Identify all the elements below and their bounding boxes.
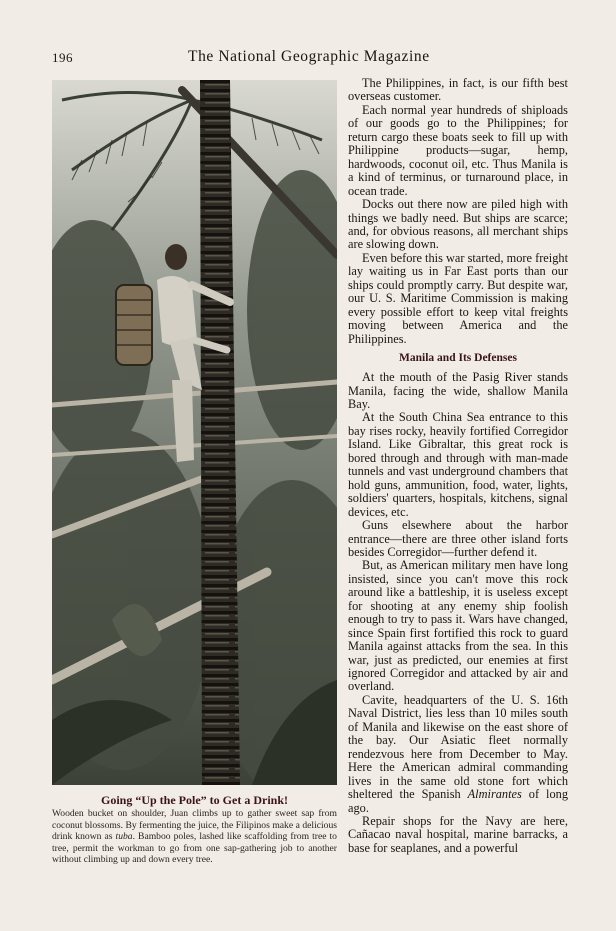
paragraph: Docks out there now are piled high with things we badly need. But ships are scarce; and, for obvious reasons, all merchant ships are slowing down. xyxy=(348,197,568,252)
palm-climber-illustration xyxy=(52,80,337,785)
article-column xyxy=(348,77,568,855)
paragraph: Each normal year hundreds of shiploads of our goods go to the Philippines; for return cargo these boats seek to fill up with Philippine products—sugar, hemp, hardwoods, coconut oil, etc. Thus Manila is a kind of terminus, or turnaround place, in ocean trade. xyxy=(348,102,568,198)
paragraph: Guns elsewhere about the harbor entrance—there are three other island forts besides Corregidor—further defend it. xyxy=(348,518,568,559)
page-number: 196 xyxy=(52,50,73,65)
paragraph: The Philippines, in fact, is our fifth best overseas customer. xyxy=(348,76,568,104)
caption-italic-word: tuba xyxy=(115,831,133,843)
paragraph: At the South China Sea entrance to this bay rises rocky, heavily fortified Corregidor Island. Like Gibraltar, this great rock is bored through and through with man-made tunnels and vast underground chambers that hold guns, ammunition, food, water, lights, soldiers' quarters, hospitals, kitchens, signal devices, etc. xyxy=(348,410,568,519)
paragraph: But, as American military men have long insisted, since you can't move this rock around like a battleship, it is useless except for shooting at any enemy ship foolish enough to try to pass it. Wars have changed, since Spain first fortified this rock to guard Manila against attacks from the sea. In this war, just as predicted, our enemies at first ignored Corregidor and attacked by air and overland. xyxy=(348,558,568,694)
paragraph: At the mouth of the Pasig River stands Manila, facing the wide, shallow Manila Bay. xyxy=(348,370,568,411)
section-subhead: Manila and Its Defenses xyxy=(399,352,517,365)
paragraph: Cavite, headquarters of the U. S. 16th Naval District, lies less than 10 miles south of Manila and likewise on the east shore of the bay. Our Asiatic fleet normally rendezvous here from December to May. Here the American admiral commanding lives in the same old stone fort which sheltered the Spanish Almirantes of long ago. xyxy=(348,692,568,815)
photograph xyxy=(52,80,337,785)
caption-body: Wooden bucket on shoulder, Juan climbs up to gather sweet sap from coconut blossoms. By fermenting the juice, the Filipinos make a delicious drink known as tuba. Bamboo poles, lashed like scaffolding from tree to tree, permit the workman to go from one sap-gathering job to another without climbing up and down every tree. xyxy=(52,808,337,866)
caption-title: Going “Up the Pole” to Get a Drink! xyxy=(101,793,288,807)
paragraph: Repair shops for the Navy are here, Cañacao naval hospital, marine barracks, a base for seaplanes, and a powerful xyxy=(348,814,568,855)
paragraph: Even before this war started, more freight lay waiting us in Far East ports than our ships could promptly carry. But despite war, our U. S. Maritime Commission is making every possible effort to keep vital freights moving between America and the Philippines. xyxy=(348,250,568,346)
running-title: The National Geographic Magazine xyxy=(188,48,430,65)
